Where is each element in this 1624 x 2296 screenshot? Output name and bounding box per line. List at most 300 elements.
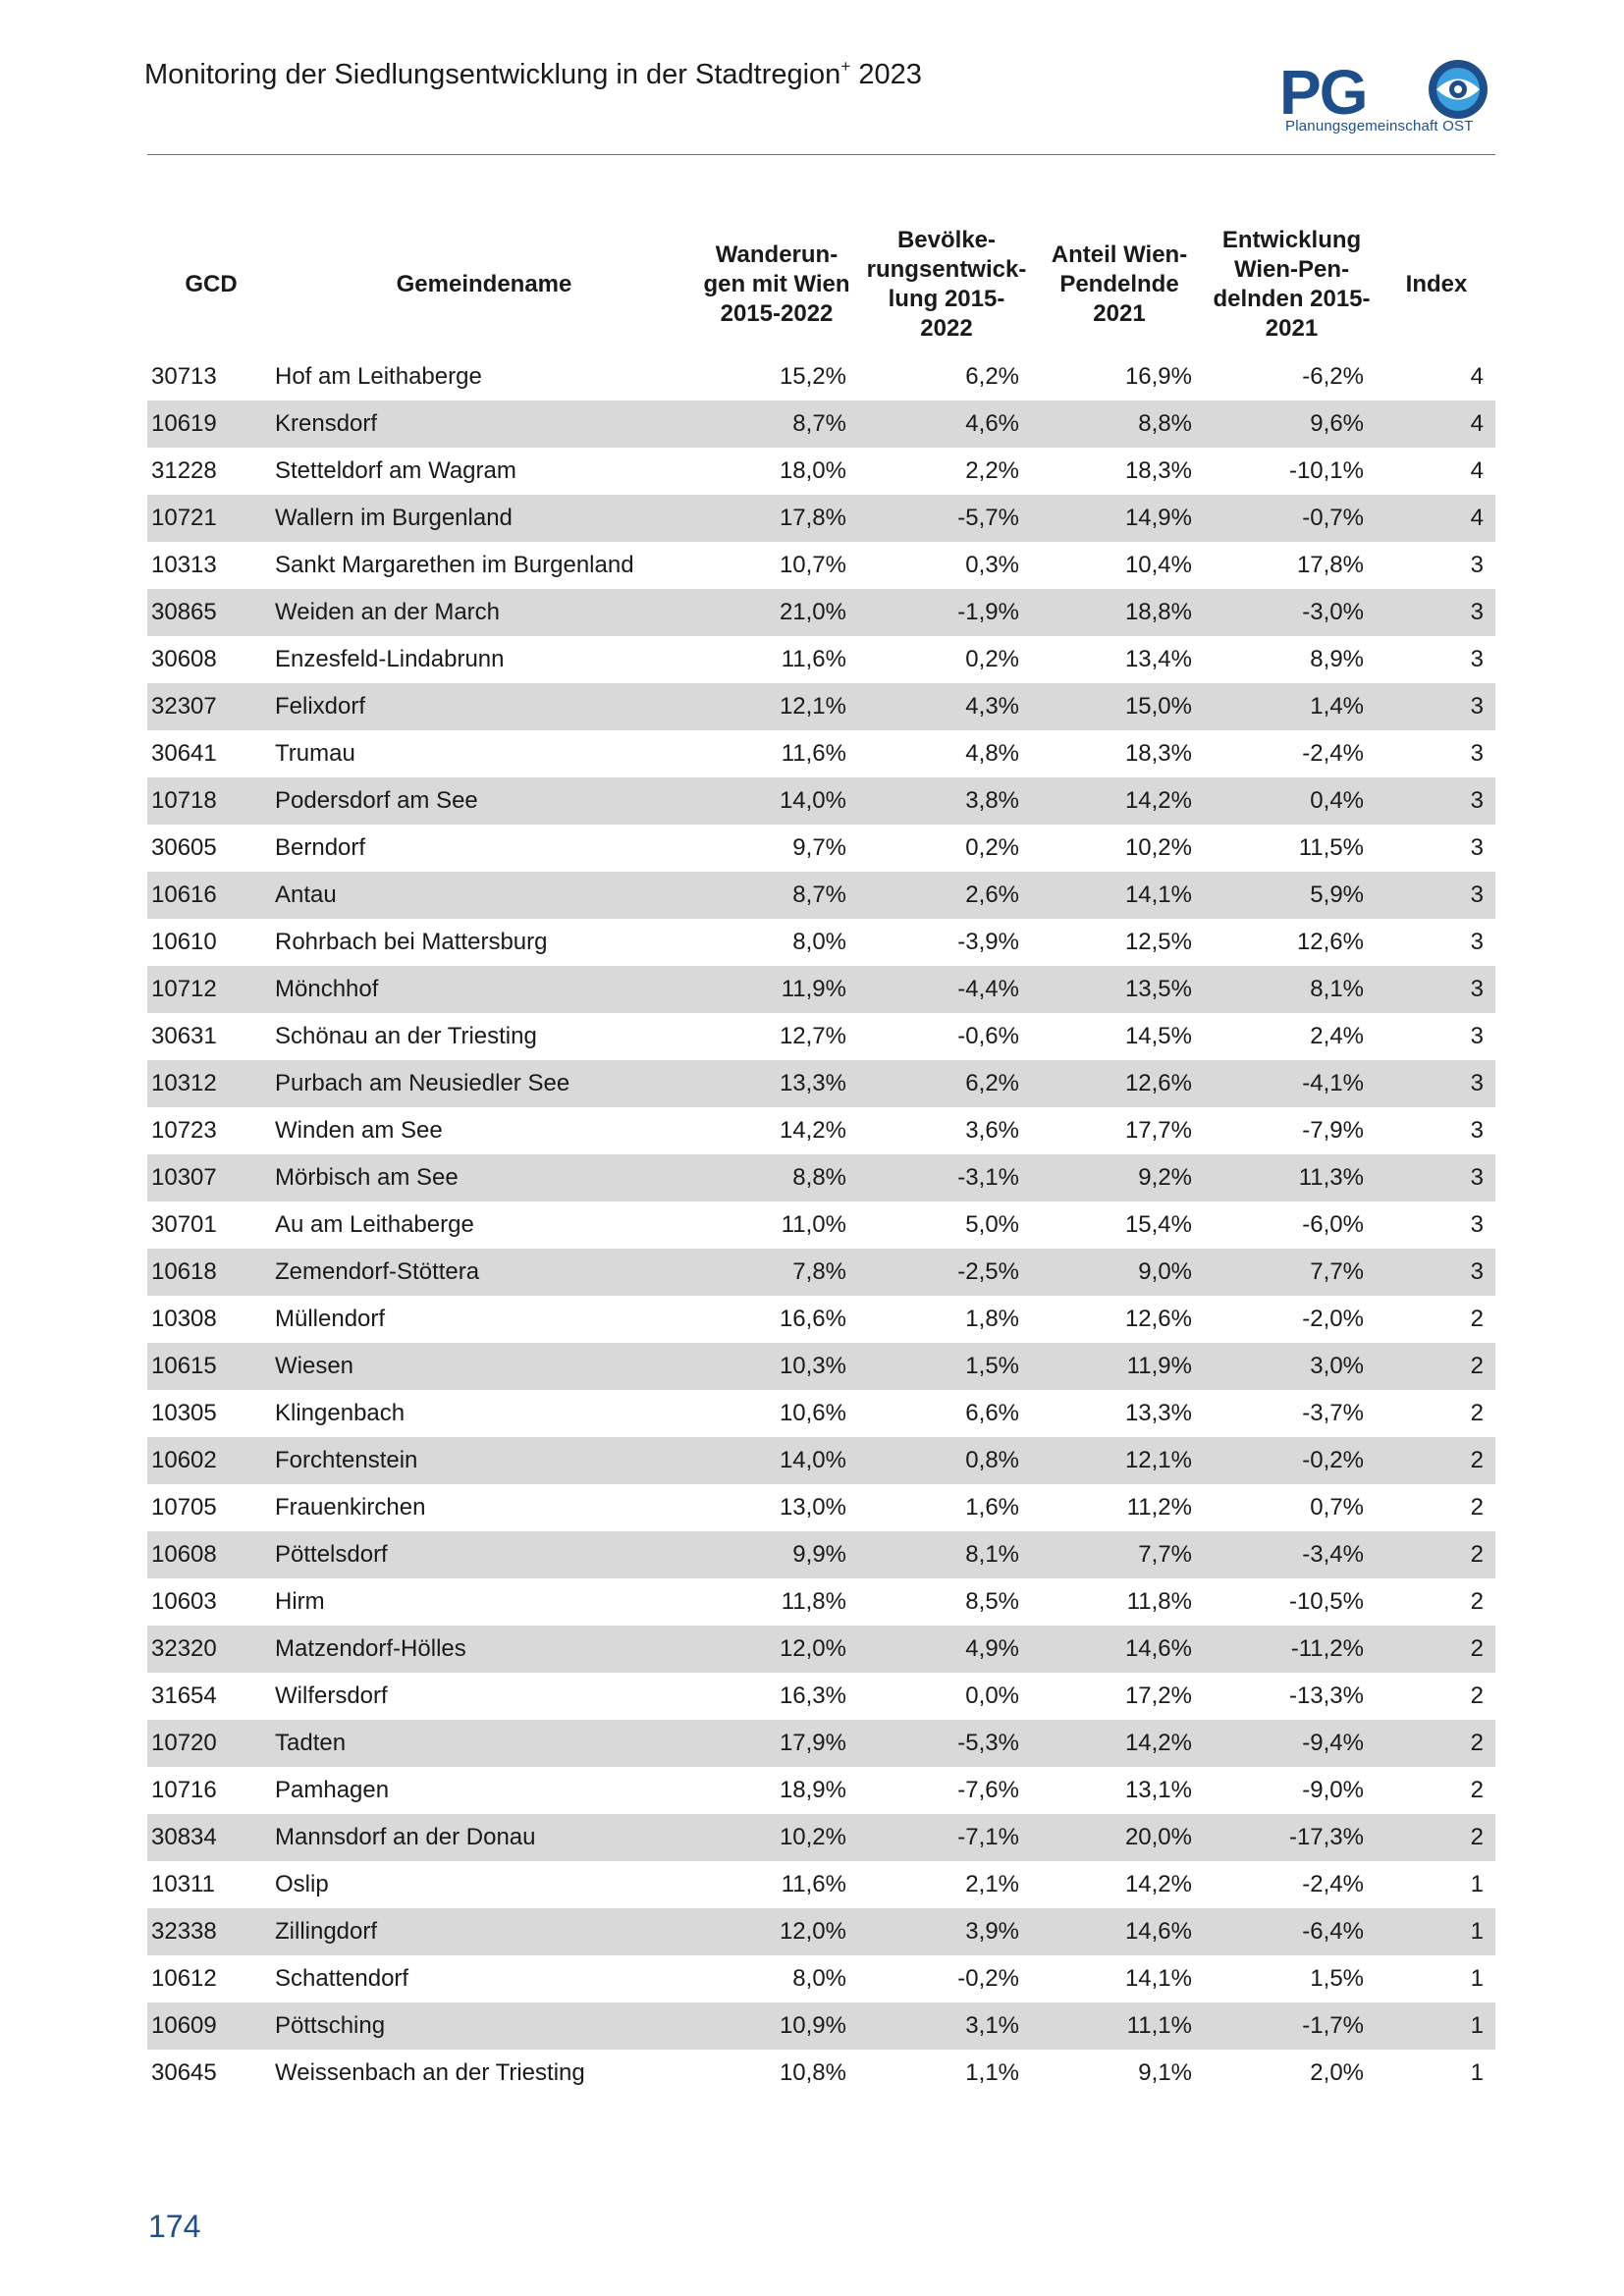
cell-anteil-pendelnde: 12,6% [1033,1060,1206,1107]
table-row [147,1390,1495,1437]
cell-anteil-pendelnde: 11,9% [1033,1343,1206,1390]
cell-gcd: 10615 [147,1343,275,1390]
cell-wanderungen: 11,6% [781,646,846,672]
cell-gemeindename: Trumau [275,740,355,767]
cell-anteil-pendelnde: 15,4% [1124,1211,1192,1238]
cell-entwicklung-pendelnde: -10,5% [1288,1588,1364,1615]
cell-entwicklung-pendelnde: -3,0% [1206,589,1378,636]
cell-bevoelkerung: 0,0% [965,1682,1019,1709]
cell-wanderungen: 10,7% [779,552,846,578]
cell-gcd: 10609 [147,2002,275,2050]
header-index: Index [1405,271,1468,297]
cell-bevoelkerung: 3,8% [860,777,1033,825]
cell-gemeindename: Müllendorf [275,1306,386,1332]
cell-bevoelkerung: 6,6% [965,1400,1019,1426]
cell-bevoelkerung: 8,5% [965,1588,1019,1615]
cell-gemeindename: Antau [275,872,693,919]
cell-bevoelkerung: -4,4% [860,966,1033,1013]
cell-wanderungen: 10,3% [693,1343,860,1390]
cell-anteil-pendelnde: 7,7% [1033,1531,1206,1578]
cell-wanderungen: 11,6% [781,1871,846,1897]
cell-index: 3 [1378,589,1495,636]
cell-wanderungen: 11,9% [693,966,860,1013]
table-row [147,1154,1495,1201]
cell-index: 1 [1470,2059,1484,2086]
cell-index: 4 [1378,495,1495,542]
cell-entwicklung-pendelnde: 1,5% [1310,1965,1364,1992]
cell-gemeindename: Podersdorf am See [275,777,693,825]
cell-index: 3 [1470,929,1484,955]
cell-index: 1 [1470,1965,1484,1992]
cell-bevoelkerung: -5,3% [860,1720,1033,1767]
table-row [147,1531,1495,1578]
table-header-row [147,216,1495,353]
table-row [147,1296,1495,1343]
cell-entwicklung-pendelnde: 11,3% [1206,1154,1378,1201]
table-row [147,1814,1495,1861]
table-row [147,1484,1495,1531]
cell-wanderungen: 11,8% [781,1588,846,1615]
cell-entwicklung-pendelnde: -6,2% [1302,363,1364,390]
cell-index: 3 [1378,966,1495,1013]
cell-bevoelkerung: 0,2% [965,646,1019,672]
cell-bevoelkerung: -7,1% [860,1814,1033,1861]
cell-gemeindename: Mannsdorf an der Donau [275,1814,693,1861]
cell-entwicklung-pendelnde: 12,6% [1296,929,1364,955]
cell-bevoelkerung: 4,3% [860,683,1033,730]
municipality-table [147,216,1495,2097]
cell-wanderungen: 12,0% [693,1908,860,1955]
cell-entwicklung-pendelnde: -11,2% [1206,1626,1378,1673]
cell-gemeindename: Pöttsching [275,2002,693,2050]
cell-index: 2 [1470,1400,1484,1426]
title-superscript: + [840,57,851,76]
logo-globe-icon [1429,60,1488,119]
header-bevoelkerung: Bevölke-rungsentwick-lung 2015-2022 [866,227,1027,342]
cell-anteil-pendelnde: 14,6% [1033,1626,1206,1673]
cell-gcd: 30645 [151,2059,217,2086]
cell-gcd: 10312 [147,1060,275,1107]
cell-wanderungen: 10,8% [779,2059,846,2086]
cell-index: 3 [1378,1154,1495,1201]
cell-entwicklung-pendelnde: -10,1% [1288,457,1364,484]
cell-gcd: 30608 [151,646,217,672]
cell-anteil-pendelnde: 14,2% [1033,777,1206,825]
cell-index: 3 [1470,1023,1484,1049]
table-row [147,1107,1495,1154]
cell-index: 1 [1378,2002,1495,2050]
cell-anteil-pendelnde: 12,5% [1124,929,1192,955]
table-row [147,683,1495,730]
cell-index: 1 [1378,1908,1495,1955]
cell-entwicklung-pendelnde: 1,4% [1206,683,1378,730]
cell-anteil-pendelnde: 14,6% [1033,1908,1206,1955]
header-wanderungen: Wanderun-gen mit Wien 2015-2022 [703,241,850,327]
cell-wanderungen: 7,8% [693,1249,860,1296]
cell-bevoelkerung: 4,8% [965,740,1019,767]
cell-wanderungen: 11,0% [781,1211,846,1238]
cell-gemeindename: Wilfersdorf [275,1682,388,1709]
table-row [147,1720,1495,1767]
logo-caption: Planungsgemeinschaft OST [1285,118,1474,134]
header-anteil-pendelnde: Anteil Wien-Pendelnde 2021 [1051,241,1188,327]
cell-gemeindename: Hirm [275,1588,325,1615]
cell-wanderungen: 17,9% [693,1720,860,1767]
cell-gcd: 10610 [151,929,217,955]
cell-index: 2 [1378,1814,1495,1861]
cell-wanderungen: 11,6% [781,740,846,767]
table-row [147,1861,1495,1908]
cell-anteil-pendelnde: 13,1% [1124,1777,1192,1803]
table-row [147,2050,1495,2097]
cell-anteil-pendelnde: 13,5% [1033,966,1206,1013]
cell-gcd: 10618 [147,1249,275,1296]
cell-gemeindename: Wiesen [275,1343,693,1390]
cell-gcd: 10705 [151,1494,217,1521]
cell-index: 2 [1378,1437,1495,1484]
cell-entwicklung-pendelnde: -0,7% [1206,495,1378,542]
table-row [147,400,1495,448]
cell-entwicklung-pendelnde: -7,9% [1302,1117,1364,1144]
table-row [147,919,1495,966]
table-row [147,1626,1495,1673]
cell-anteil-pendelnde: 18,3% [1124,740,1192,767]
cell-anteil-pendelnde: 11,2% [1126,1494,1192,1521]
cell-anteil-pendelnde: 14,5% [1124,1023,1192,1049]
cell-index: 3 [1470,740,1484,767]
cell-gemeindename: Schönau an der Triesting [275,1023,537,1049]
cell-entwicklung-pendelnde: 3,0% [1206,1343,1378,1390]
cell-gemeindename: Sankt Margarethen im Burgenland [275,552,634,578]
cell-entwicklung-pendelnde: 8,1% [1206,966,1378,1013]
cell-bevoelkerung: 8,1% [860,1531,1033,1578]
cell-wanderungen: 13,0% [779,1494,846,1521]
cell-anteil-pendelnde: 9,1% [1138,2059,1192,2086]
cell-bevoelkerung: -1,9% [860,589,1033,636]
cell-gemeindename: Mönchhof [275,966,693,1013]
table-row [147,872,1495,919]
cell-anteil-pendelnde: 11,1% [1033,2002,1206,2050]
table-row [147,1673,1495,1720]
cell-index: 3 [1378,872,1495,919]
cell-bevoelkerung: -3,1% [860,1154,1033,1201]
table-row [147,2002,1495,2050]
cell-gcd: 10616 [147,872,275,919]
cell-gcd: 31654 [151,1682,217,1709]
table-row [147,1908,1495,1955]
cell-index: 3 [1378,777,1495,825]
cell-anteil-pendelnde: 18,3% [1124,457,1192,484]
cell-gcd: 10720 [147,1720,275,1767]
cell-gemeindename: Matzendorf-Hölles [275,1626,693,1673]
cell-anteil-pendelnde: 14,1% [1124,1965,1192,1992]
table-row [147,1767,1495,1814]
cell-wanderungen: 15,2% [779,363,846,390]
cell-gemeindename: Tadten [275,1720,693,1767]
table-row [147,1343,1495,1390]
cell-entwicklung-pendelnde: 7,7% [1206,1249,1378,1296]
cell-bevoelkerung: 0,3% [965,552,1019,578]
cell-entwicklung-pendelnde: -3,7% [1302,1400,1364,1426]
cell-anteil-pendelnde: 15,0% [1033,683,1206,730]
cell-bevoelkerung: 5,0% [965,1211,1019,1238]
cell-bevoelkerung: 3,9% [860,1908,1033,1955]
cell-bevoelkerung: 0,2% [965,834,1019,861]
cell-bevoelkerung: -2,5% [860,1249,1033,1296]
cell-gcd: 32307 [147,683,275,730]
cell-index: 1 [1470,1871,1484,1897]
cell-anteil-pendelnde: 8,8% [1033,400,1206,448]
header-gemeindename: Gemeindename [396,271,572,297]
cell-wanderungen: 10,2% [693,1814,860,1861]
title-text: Monitoring der Siedlungsentwicklung in der Stadtregion [144,59,841,90]
cell-entwicklung-pendelnde: -1,7% [1206,2002,1378,2050]
cell-gemeindename: Berndorf [275,834,366,861]
table-row [147,1578,1495,1626]
cell-gcd: 30641 [151,740,217,767]
cell-wanderungen: 17,8% [693,495,860,542]
cell-anteil-pendelnde: 14,2% [1124,1871,1192,1897]
table-row [147,1201,1495,1249]
cell-anteil-pendelnde: 14,1% [1033,872,1206,919]
cell-entwicklung-pendelnde: -6,4% [1206,1908,1378,1955]
cell-gemeindename: Pöttelsdorf [275,1531,693,1578]
cell-wanderungen: 14,0% [693,777,860,825]
cell-wanderungen: 16,3% [779,1682,846,1709]
cell-anteil-pendelnde: 17,7% [1124,1117,1192,1144]
cell-bevoelkerung: 1,6% [965,1494,1019,1521]
cell-gemeindename: Au am Leithaberge [275,1211,474,1238]
cell-bevoelkerung: -0,2% [957,1965,1019,1992]
cell-anteil-pendelnde: 14,2% [1033,1720,1206,1767]
cell-wanderungen: 14,2% [779,1117,846,1144]
cell-bevoelkerung: -7,6% [957,1777,1019,1803]
cell-gcd: 10721 [147,495,275,542]
cell-index: 3 [1470,552,1484,578]
cell-anteil-pendelnde: 18,8% [1033,589,1206,636]
cell-gcd: 10718 [147,777,275,825]
cell-entwicklung-pendelnde: 0,7% [1310,1494,1364,1521]
cell-bevoelkerung: 6,2% [965,363,1019,390]
cell-bevoelkerung: -3,9% [957,929,1019,955]
cell-anteil-pendelnde: 9,0% [1033,1249,1206,1296]
cell-index: 3 [1378,683,1495,730]
cell-index: 3 [1470,646,1484,672]
cell-gemeindename: Zemendorf-Stöttera [275,1249,693,1296]
header-gcd: GCD [185,271,238,297]
cell-entwicklung-pendelnde: -2,4% [1302,1871,1364,1897]
cell-gcd: 10603 [151,1588,217,1615]
cell-index: 2 [1470,1588,1484,1615]
cell-gcd: 10712 [147,966,275,1013]
cell-gemeindename: Hof am Leithaberge [275,363,482,390]
cell-gcd: 10305 [151,1400,217,1426]
cell-bevoelkerung: 2,6% [860,872,1033,919]
table-row [147,495,1495,542]
table-row [147,589,1495,636]
cell-gemeindename: Winden am See [275,1117,443,1144]
cell-gcd: 10311 [151,1871,215,1897]
cell-gcd: 10608 [147,1531,275,1578]
table-row [147,825,1495,872]
cell-entwicklung-pendelnde: 17,8% [1296,552,1364,578]
cell-anteil-pendelnde: 11,8% [1126,1588,1192,1615]
cell-wanderungen: 8,8% [693,1154,860,1201]
cell-wanderungen: 10,6% [779,1400,846,1426]
cell-gemeindename: Wallern im Burgenland [275,495,693,542]
cell-gcd: 31228 [151,457,217,484]
cell-wanderungen: 18,0% [779,457,846,484]
cell-gcd: 10612 [151,1965,217,1992]
cell-index: 3 [1378,1060,1495,1107]
cell-entwicklung-pendelnde: -2,0% [1302,1306,1364,1332]
cell-wanderungen: 10,9% [693,2002,860,2050]
table-row [147,1249,1495,1296]
cell-entwicklung-pendelnde: 2,4% [1310,1023,1364,1049]
cell-bevoelkerung: 2,1% [965,1871,1019,1897]
cell-entwicklung-pendelnde: -3,4% [1206,1531,1378,1578]
cell-wanderungen: 8,0% [792,1965,846,1992]
cell-gcd: 30701 [151,1211,217,1238]
cell-bevoelkerung: -5,7% [860,495,1033,542]
cell-wanderungen: 12,0% [693,1626,860,1673]
cell-entwicklung-pendelnde: 11,5% [1298,834,1364,861]
cell-anteil-pendelnde: 9,2% [1033,1154,1206,1201]
table-row [147,1060,1495,1107]
cell-gcd: 10716 [151,1777,217,1803]
cell-anteil-pendelnde: 17,2% [1124,1682,1192,1709]
cell-gcd: 30834 [147,1814,275,1861]
cell-anteil-pendelnde: 10,4% [1124,552,1192,578]
cell-gemeindename: Enzesfeld-Lindabrunn [275,646,505,672]
cell-anteil-pendelnde: 13,4% [1124,646,1192,672]
cell-anteil-pendelnde: 14,9% [1033,495,1206,542]
cell-entwicklung-pendelnde: 9,6% [1206,400,1378,448]
cell-index: 2 [1470,1682,1484,1709]
cell-bevoelkerung: 1,8% [965,1306,1019,1332]
cell-gemeindename: Rohrbach bei Mattersburg [275,929,548,955]
cell-entwicklung-pendelnde: 0,4% [1206,777,1378,825]
cell-gcd: 32338 [147,1908,275,1955]
cell-gcd: 30605 [151,834,217,861]
cell-bevoelkerung: 3,1% [860,2002,1033,2050]
cell-gemeindename: Oslip [275,1871,329,1897]
cell-wanderungen: 8,7% [693,400,860,448]
cell-gemeindename: Krensdorf [275,400,693,448]
cell-bevoelkerung: -0,6% [957,1023,1019,1049]
cell-gcd: 30713 [151,363,217,390]
table-row [147,730,1495,777]
table-row [147,542,1495,589]
cell-gcd: 10307 [147,1154,275,1201]
cell-entwicklung-pendelnde: -0,2% [1206,1437,1378,1484]
cell-entwicklung-pendelnde: -6,0% [1302,1211,1364,1238]
cell-index: 2 [1470,1494,1484,1521]
cell-bevoelkerung: 1,1% [965,2059,1019,2086]
cell-index: 4 [1470,363,1484,390]
page-number: 174 [148,2209,201,2244]
cell-gemeindename: Forchtenstein [275,1437,693,1484]
cell-index: 3 [1378,1249,1495,1296]
cell-wanderungen: 18,9% [779,1777,846,1803]
cell-anteil-pendelnde: 16,9% [1124,363,1192,390]
cell-wanderungen: 21,0% [693,589,860,636]
cell-index: 3 [1470,834,1484,861]
cell-wanderungen: 9,9% [693,1531,860,1578]
cell-entwicklung-pendelnde: -9,0% [1302,1777,1364,1803]
cell-index: 4 [1378,400,1495,448]
cell-anteil-pendelnde: 12,6% [1124,1306,1192,1332]
cell-index: 3 [1470,1117,1484,1144]
cell-gcd: 10619 [147,400,275,448]
cell-gemeindename: Stetteldorf am Wagram [275,457,516,484]
cell-index: 2 [1470,1306,1484,1332]
table-row [147,1013,1495,1060]
table-body [147,353,1495,2097]
cell-index: 2 [1378,1720,1495,1767]
cell-gemeindename: Weissenbach an der Triesting [275,2059,585,2086]
cell-gemeindename: Frauenkirchen [275,1494,426,1521]
cell-entwicklung-pendelnde: -17,3% [1206,1814,1378,1861]
table-row [147,1437,1495,1484]
cell-wanderungen: 16,6% [779,1306,846,1332]
cell-anteil-pendelnde: 20,0% [1033,1814,1206,1861]
table-row [147,353,1495,400]
cell-anteil-pendelnde: 13,3% [1124,1400,1192,1426]
cell-entwicklung-pendelnde: 2,0% [1310,2059,1364,2086]
cell-bevoelkerung: 6,2% [860,1060,1033,1107]
cell-gcd: 30631 [151,1023,217,1049]
cell-gemeindename: Klingenbach [275,1400,406,1426]
cell-bevoelkerung: 4,9% [860,1626,1033,1673]
cell-gcd: 32320 [147,1626,275,1673]
cell-wanderungen: 9,7% [792,834,846,861]
cell-bevoelkerung: 2,2% [965,457,1019,484]
cell-entwicklung-pendelnde: 8,9% [1310,646,1364,672]
cell-wanderungen: 13,3% [693,1060,860,1107]
cell-bevoelkerung: 0,8% [860,1437,1033,1484]
cell-entwicklung-pendelnde: -2,4% [1302,740,1364,767]
cell-gcd: 10308 [151,1306,217,1332]
cell-gemeindename: Zillingdorf [275,1908,693,1955]
cell-entwicklung-pendelnde: -13,3% [1288,1682,1364,1709]
cell-gcd: 10602 [147,1437,275,1484]
cell-bevoelkerung: 3,6% [965,1117,1019,1144]
cell-entwicklung-pendelnde: -4,1% [1206,1060,1378,1107]
cell-gcd: 10313 [151,552,217,578]
cell-index: 2 [1470,1777,1484,1803]
table-row [147,448,1495,495]
cell-gemeindename: Mörbisch am See [275,1154,693,1201]
cell-entwicklung-pendelnde: 5,9% [1206,872,1378,919]
header-entwicklung-pendelnde: Entwicklung Wien-Pen-delnden 2015-2021 [1213,227,1371,342]
cell-gemeindename: Purbach am Neusiedler See [275,1060,693,1107]
table-row [147,1955,1495,2002]
cell-gcd: 10723 [151,1117,217,1144]
cell-wanderungen: 12,1% [693,683,860,730]
cell-bevoelkerung: 1,5% [860,1343,1033,1390]
cell-anteil-pendelnde: 12,1% [1033,1437,1206,1484]
cell-wanderungen: 8,0% [792,929,846,955]
cell-anteil-pendelnde: 10,2% [1124,834,1192,861]
cell-wanderungen: 8,7% [693,872,860,919]
header-divider [147,154,1495,155]
cell-gemeindename: Pamhagen [275,1777,390,1803]
cell-index: 2 [1378,1531,1495,1578]
cell-gemeindename: Weiden an der March [275,589,693,636]
cell-index: 2 [1378,1626,1495,1673]
cell-gemeindename: Schattendorf [275,1965,409,1992]
